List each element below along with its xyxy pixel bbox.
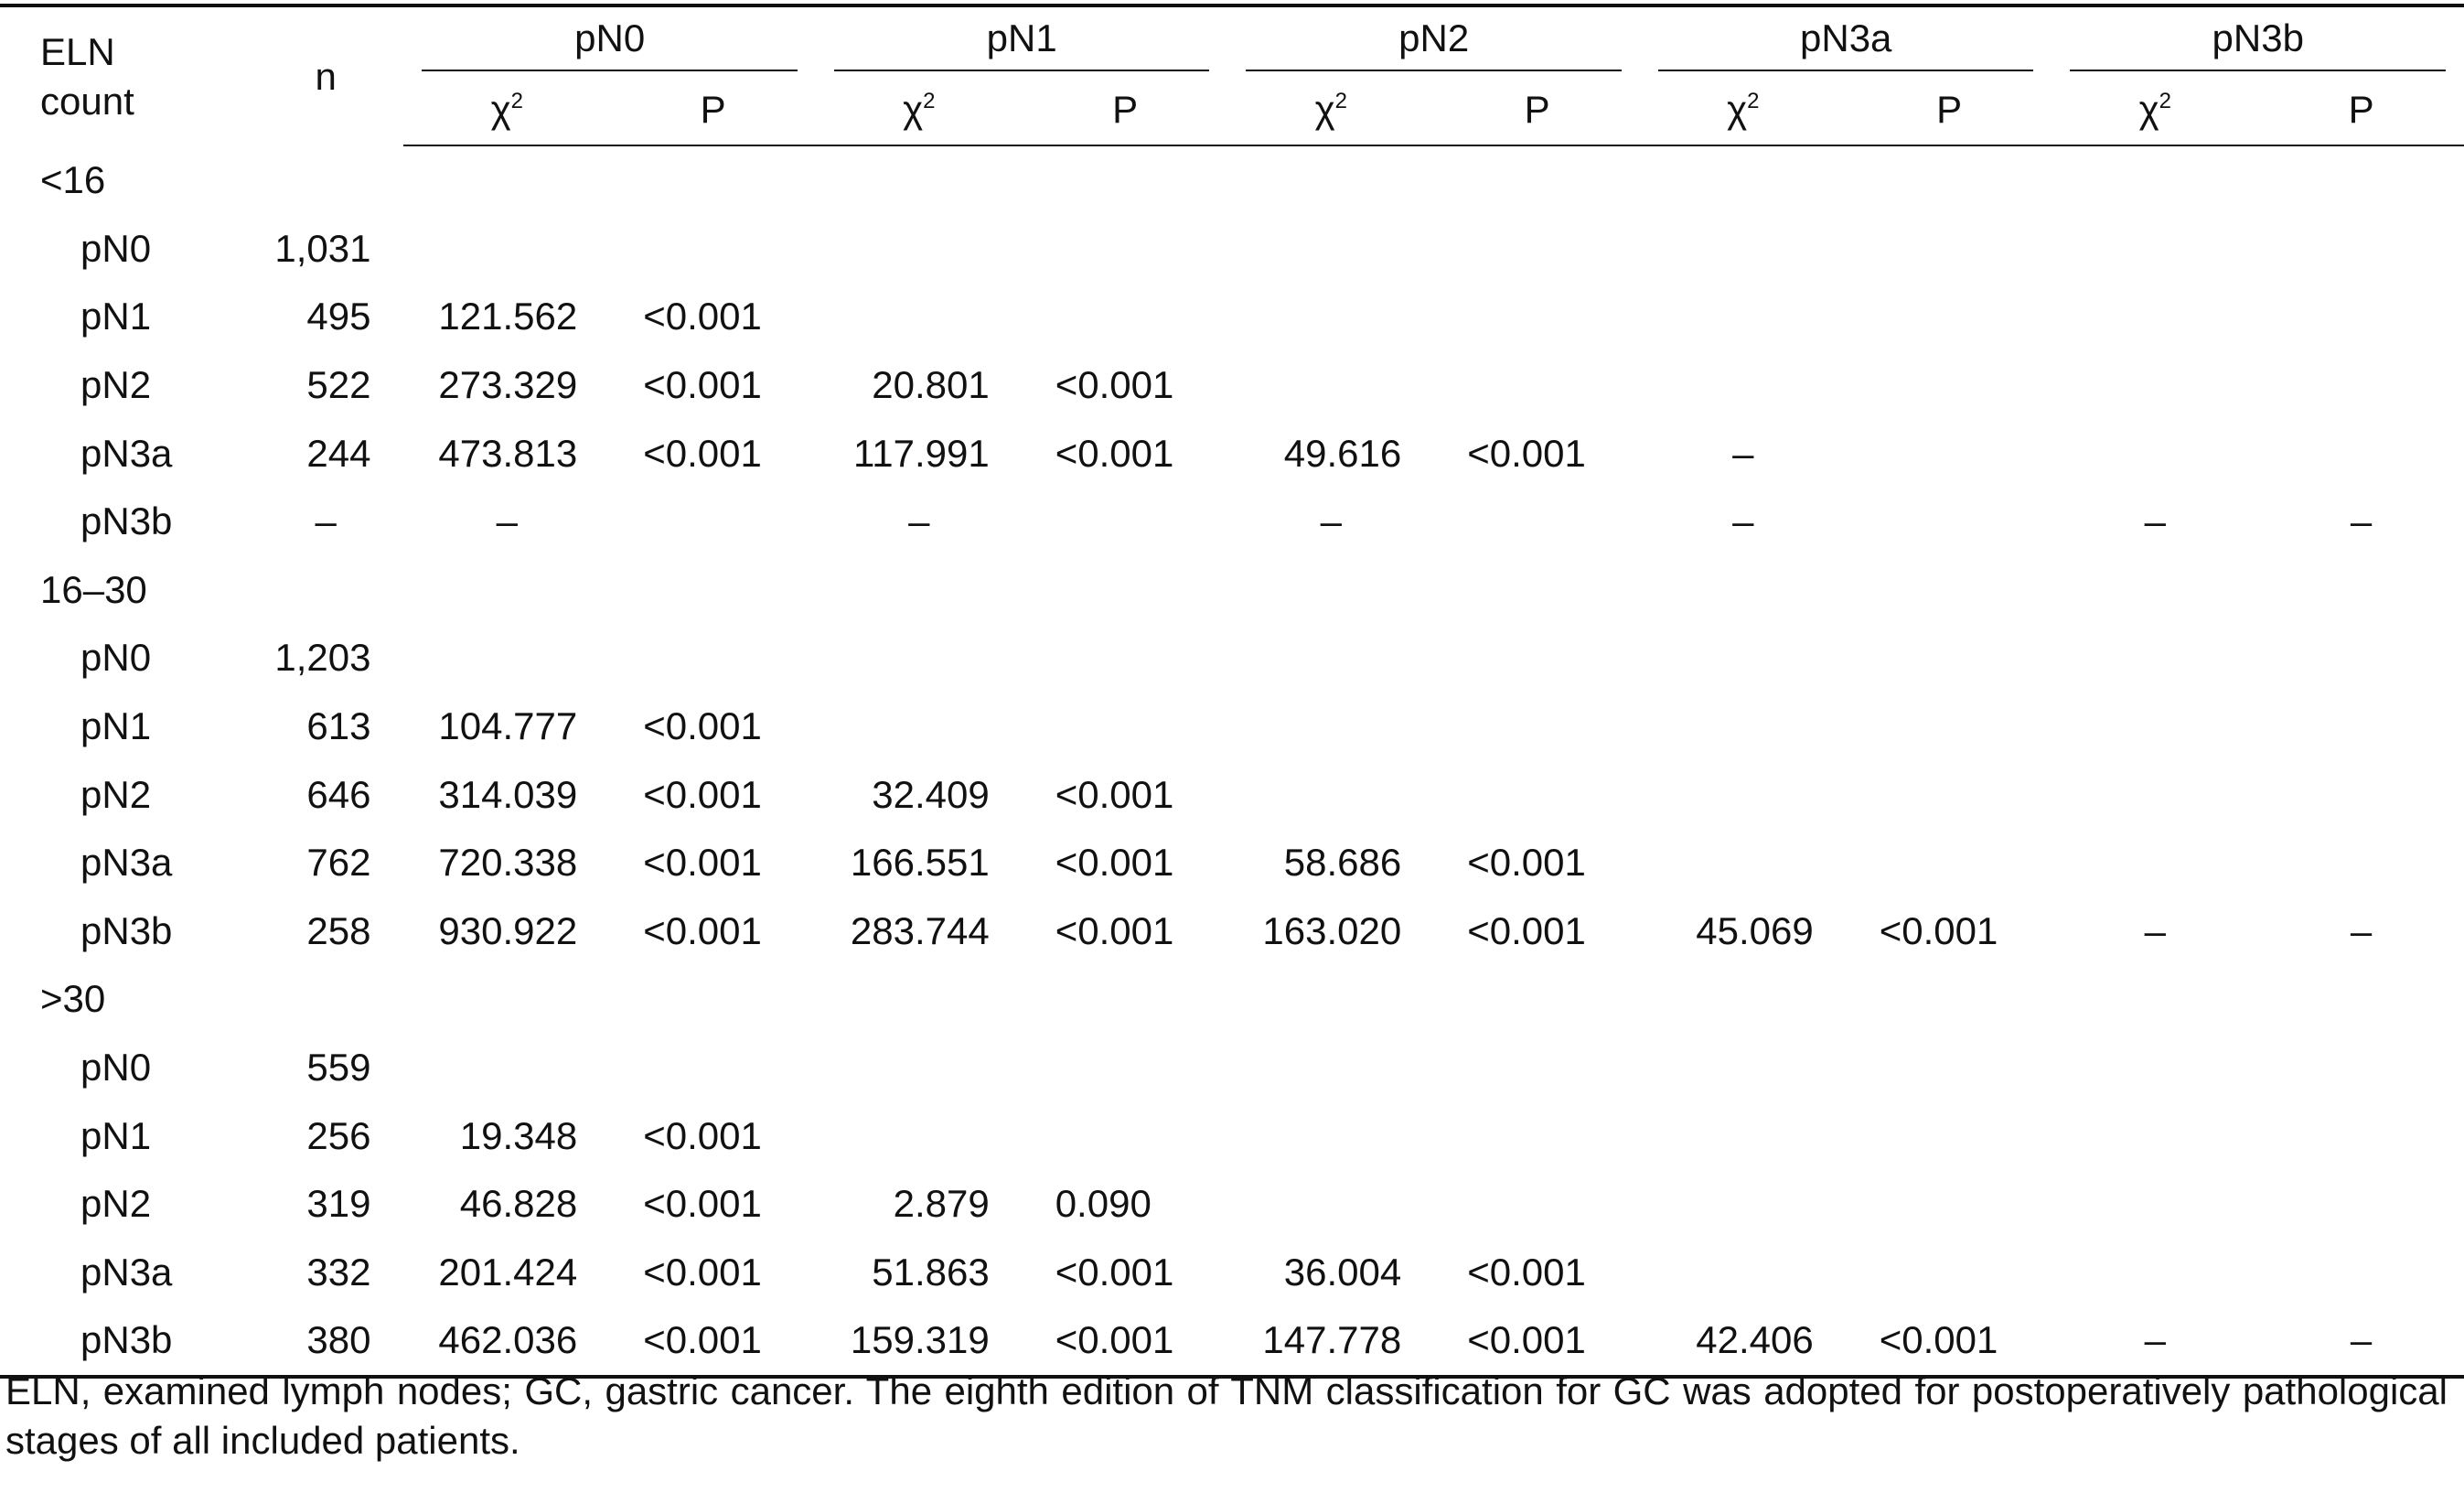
chi-square-value: 314.039 [438, 772, 578, 816]
p-value [2258, 419, 2464, 488]
table-row [0, 692, 2464, 761]
p-value [1434, 488, 1640, 556]
p-value [1847, 624, 2052, 692]
p-value: <0.001 [1467, 908, 1586, 952]
chi-square-value [1227, 624, 1434, 692]
row-n-value: 380 [248, 1306, 404, 1377]
p-value-header: P [1847, 75, 2052, 145]
p-value: <0.001 [1879, 908, 1998, 952]
chi-square-value: 166.551 [850, 841, 990, 885]
chi-square-value: 720.338 [438, 841, 578, 885]
table-row [0, 351, 2464, 420]
chi-square-value [1227, 760, 1434, 829]
p-value [2258, 829, 2464, 897]
chi-square-value [1640, 1101, 1847, 1170]
chi-square-value [403, 624, 610, 692]
row-stage-label: pN2 [80, 772, 152, 816]
p-value: <0.001 [1055, 1250, 1174, 1294]
p-value [1847, 1101, 2052, 1170]
eln-count-header [0, 5, 248, 145]
chi-square-value [1640, 829, 1847, 897]
table-row [0, 1034, 2464, 1102]
row-n-value: 258 [306, 908, 371, 952]
p-value [1434, 760, 1640, 829]
row-n-value: 332 [306, 1250, 371, 1294]
p-value-header: P [2258, 75, 2464, 145]
chi-square-value: 45.069 [1696, 908, 1814, 952]
row-stage-label: pN3b [0, 1306, 248, 1377]
p-value [1434, 351, 1640, 420]
chi-square-value [816, 1034, 1023, 1102]
p-value [2258, 624, 2464, 692]
chi-square-value: 473.813 [438, 431, 578, 475]
chi-square-value [816, 1101, 1023, 1170]
p-value [1847, 351, 2052, 420]
section-label: <16 [40, 158, 106, 202]
chi-square-value: 163.020 [1262, 908, 1402, 952]
table-row [0, 419, 2464, 488]
chi-square-value: 19.348 [459, 1113, 578, 1157]
chi-square-value: – [496, 499, 518, 543]
chi-square-value [816, 624, 1023, 692]
p-value [1847, 692, 2052, 761]
group-header-pn3a: pN3a [1640, 5, 2052, 75]
chi-square-value: 462.036 [403, 1306, 610, 1377]
chi-square-value: – [1320, 499, 1342, 543]
chi-square-value: 32.409 [872, 772, 990, 816]
section-label: 16–30 [40, 567, 147, 611]
section-row [0, 965, 2464, 1034]
table-footnote: ELN, examined lymph nodes; GC, gastric cancer. The eighth edition of TNM classification for GC was adopted for postoperatively pathological stages of all included patients. [5, 1369, 2448, 1462]
chi-square-value [1227, 1170, 1434, 1239]
row-stage-label: pN1 [80, 704, 152, 748]
p-value [1434, 215, 1640, 284]
chi-square-value [1227, 215, 1434, 284]
p-value [2258, 215, 2464, 284]
p-value: <0.001 [1023, 1306, 1228, 1377]
chi-square-header: $\chi^2$ [1640, 75, 1847, 145]
chi-square-value [2052, 1170, 2258, 1239]
p-value [1847, 760, 2052, 829]
row-stage-label: pN2 [80, 363, 152, 407]
table-body [0, 145, 2464, 1377]
chi-square-value [816, 283, 1023, 351]
p-value-header: P [610, 75, 816, 145]
row-stage-label: pN3b [80, 499, 173, 543]
chi-square-value [1640, 1170, 1847, 1239]
chi-square-value [2052, 351, 2258, 420]
chi-square-header: $\chi^2$ [403, 75, 610, 145]
table-row [0, 624, 2464, 692]
chi-square-header: $\chi^2$ [1227, 75, 1434, 145]
p-value [1434, 1170, 1640, 1239]
chi-square-value [2052, 624, 2258, 692]
p-value: <0.001 [1055, 841, 1174, 885]
chi-square-value: 117.991 [853, 431, 990, 475]
p-value [1847, 1239, 2052, 1307]
chi-square-value [1640, 692, 1847, 761]
group-header-pn2: pN2 [1227, 5, 1640, 75]
row-n-value: 256 [306, 1113, 371, 1157]
p-value: <0.001 [1055, 908, 1174, 952]
chi-square-value [1640, 215, 1847, 284]
chi-square-value [1640, 1239, 1847, 1307]
row-stage-label: pN3a [80, 841, 173, 885]
chi-square-value: 121.562 [438, 295, 578, 338]
p-value [2258, 1034, 2464, 1102]
chi-square-value [2052, 760, 2258, 829]
chi-square-value: – [1732, 499, 1754, 543]
group-header-pn3b: pN3b [2052, 5, 2464, 75]
group-header-pn0: pN0 [403, 5, 816, 75]
chi-square-value: – [1732, 431, 1754, 475]
row-stage-label: pN0 [80, 226, 152, 270]
p-value [1023, 283, 1228, 351]
p-value: <0.001 [643, 908, 762, 952]
row-stage-label: pN1 [80, 1113, 152, 1157]
p-value [2258, 1101, 2464, 1170]
p-value: <0.001 [643, 295, 762, 338]
p-value: <0.001 [1467, 1250, 1586, 1294]
chi-square-value [1640, 351, 1847, 420]
p-value [2258, 692, 2464, 761]
row-n-value: 613 [306, 704, 371, 748]
p-value-header: P [1023, 75, 1228, 145]
chi-square-value: – [2052, 1306, 2258, 1377]
row-stage-label: pN2 [80, 1182, 152, 1226]
p-value: <0.001 [643, 772, 762, 816]
p-value [1023, 1034, 1228, 1102]
p-value [610, 1034, 816, 1102]
chi-square-value: 51.863 [872, 1250, 990, 1294]
p-value: <0.001 [643, 363, 762, 407]
p-value [1023, 215, 1228, 284]
chi-square-value: 42.406 [1640, 1306, 1847, 1377]
chi-square-value [2052, 692, 2258, 761]
row-n-value: 1,203 [274, 636, 371, 680]
chi-square-value: 104.777 [438, 704, 578, 748]
table-row [0, 1239, 2464, 1307]
p-value [610, 488, 816, 556]
chi-square-value: 2.879 [893, 1182, 990, 1226]
p-value [1847, 283, 2052, 351]
p-value [1023, 488, 1228, 556]
p-value [1847, 215, 2052, 284]
chi-square-value [1640, 283, 1847, 351]
chi-square-value: 283.744 [850, 908, 990, 952]
chi-square-value [1227, 351, 1434, 420]
row-n-value: 762 [306, 841, 371, 885]
p-value [1434, 1034, 1640, 1102]
table-row [0, 488, 2464, 556]
row-n-value: 495 [306, 295, 371, 338]
chi-square-value: – [908, 499, 930, 543]
chi-square-value [1227, 1034, 1434, 1102]
chi-square-value: 147.778 [1227, 1306, 1434, 1377]
chi-square-value: 58.686 [1283, 841, 1402, 885]
chi-square-value: 46.828 [459, 1182, 578, 1226]
p-value [1023, 1101, 1228, 1170]
chi-square-value [2052, 215, 2258, 284]
p-value: <0.001 [1847, 1306, 2052, 1377]
p-value [1023, 692, 1228, 761]
chi-square-value: 49.616 [1283, 431, 1402, 475]
header-label-line1: ELN [40, 29, 115, 73]
chi-square-value [1227, 1101, 1434, 1170]
p-value [1847, 1170, 2052, 1239]
p-value: <0.001 [1434, 1306, 1640, 1377]
p-value: <0.001 [1055, 431, 1174, 475]
chi-square-value: 20.801 [872, 363, 990, 407]
chi-square-value: 36.004 [1283, 1250, 1402, 1294]
row-n-value: 646 [306, 772, 371, 816]
results-table [0, 4, 2464, 1379]
p-value: <0.001 [643, 841, 762, 885]
p-value [1847, 829, 2052, 897]
p-value: <0.001 [643, 1182, 762, 1226]
row-stage-label: pN3a [80, 1250, 173, 1294]
chi-square-value [403, 1034, 610, 1102]
p-value: – [2258, 1306, 2464, 1377]
p-value: <0.001 [1055, 772, 1174, 816]
row-n-value: 244 [306, 431, 371, 475]
chi-square-value [816, 215, 1023, 284]
row-n-value: 1,031 [274, 226, 371, 270]
chi-square-value [1640, 1034, 1847, 1102]
row-n-value: 559 [306, 1046, 371, 1090]
row-stage-label: pN3a [80, 431, 173, 475]
p-value [1434, 692, 1640, 761]
chi-square-value [1640, 624, 1847, 692]
p-value [2258, 351, 2464, 420]
p-value [1434, 283, 1640, 351]
chi-square-value: 159.319 [816, 1306, 1023, 1377]
p-value [2258, 760, 2464, 829]
chi-square-header: $\chi^2$ [2052, 75, 2258, 145]
p-value: <0.001 [1055, 363, 1174, 407]
table-row [0, 215, 2464, 284]
p-value: <0.001 [610, 1306, 816, 1377]
table-row [0, 760, 2464, 829]
row-n-value: – [315, 499, 337, 543]
table-row [0, 1101, 2464, 1170]
chi-square-value [2052, 1239, 2258, 1307]
chi-square-value: – [2144, 499, 2166, 543]
p-value: <0.001 [1467, 431, 1586, 475]
p-value: – [2350, 499, 2373, 543]
p-value [1434, 1101, 1640, 1170]
section-row [0, 145, 2464, 215]
p-value: <0.001 [643, 431, 762, 475]
chi-square-value [1227, 283, 1434, 351]
chi-square-value [403, 215, 610, 284]
p-value: – [2350, 908, 2373, 952]
row-stage-label: pN1 [80, 295, 152, 338]
group-header-pn1: pN1 [816, 5, 1228, 75]
table-row [0, 829, 2464, 897]
p-value: <0.001 [643, 1250, 762, 1294]
p-value: 0.090 [1055, 1182, 1152, 1226]
row-stage-label: pN0 [80, 1046, 152, 1090]
chi-square-value [1640, 760, 1847, 829]
section-label: >30 [40, 977, 106, 1021]
p-value [1847, 1034, 2052, 1102]
row-n-value: 319 [306, 1182, 371, 1226]
chi-square-value: 273.329 [438, 363, 578, 407]
p-value: <0.001 [643, 1113, 762, 1157]
chi-square-value [2052, 829, 2258, 897]
table-row [0, 283, 2464, 351]
p-value-header: P [1434, 75, 1640, 145]
chi-square-value [1227, 692, 1434, 761]
header-label-line2: count [40, 79, 134, 123]
table-row [0, 1170, 2464, 1239]
chi-square-value: – [2144, 908, 2166, 952]
p-value [610, 624, 816, 692]
p-value [610, 215, 816, 284]
chi-square-value [2052, 419, 2258, 488]
p-value [1023, 624, 1228, 692]
p-value [1434, 624, 1640, 692]
chi-square-value [2052, 283, 2258, 351]
chi-square-value [2052, 1101, 2258, 1170]
row-stage-label: pN3b [80, 908, 173, 952]
row-stage-label: pN0 [80, 636, 152, 680]
p-value [2258, 283, 2464, 351]
n-header: n [248, 5, 404, 145]
p-value: <0.001 [643, 704, 762, 748]
p-value: <0.001 [1467, 841, 1586, 885]
section-row [0, 556, 2464, 625]
chi-square-value [2052, 1034, 2258, 1102]
chi-square-value: 201.424 [438, 1250, 578, 1294]
row-n-value: 522 [306, 363, 371, 407]
table-header [0, 5, 2464, 145]
table-row [0, 897, 2464, 966]
chi-square-value: 930.922 [438, 908, 578, 952]
p-value [2258, 1239, 2464, 1307]
p-value [2258, 1170, 2464, 1239]
p-value [1847, 419, 2052, 488]
chi-square-value [816, 692, 1023, 761]
p-value [1847, 488, 2052, 556]
chi-square-header: $\chi^2$ [816, 75, 1023, 145]
